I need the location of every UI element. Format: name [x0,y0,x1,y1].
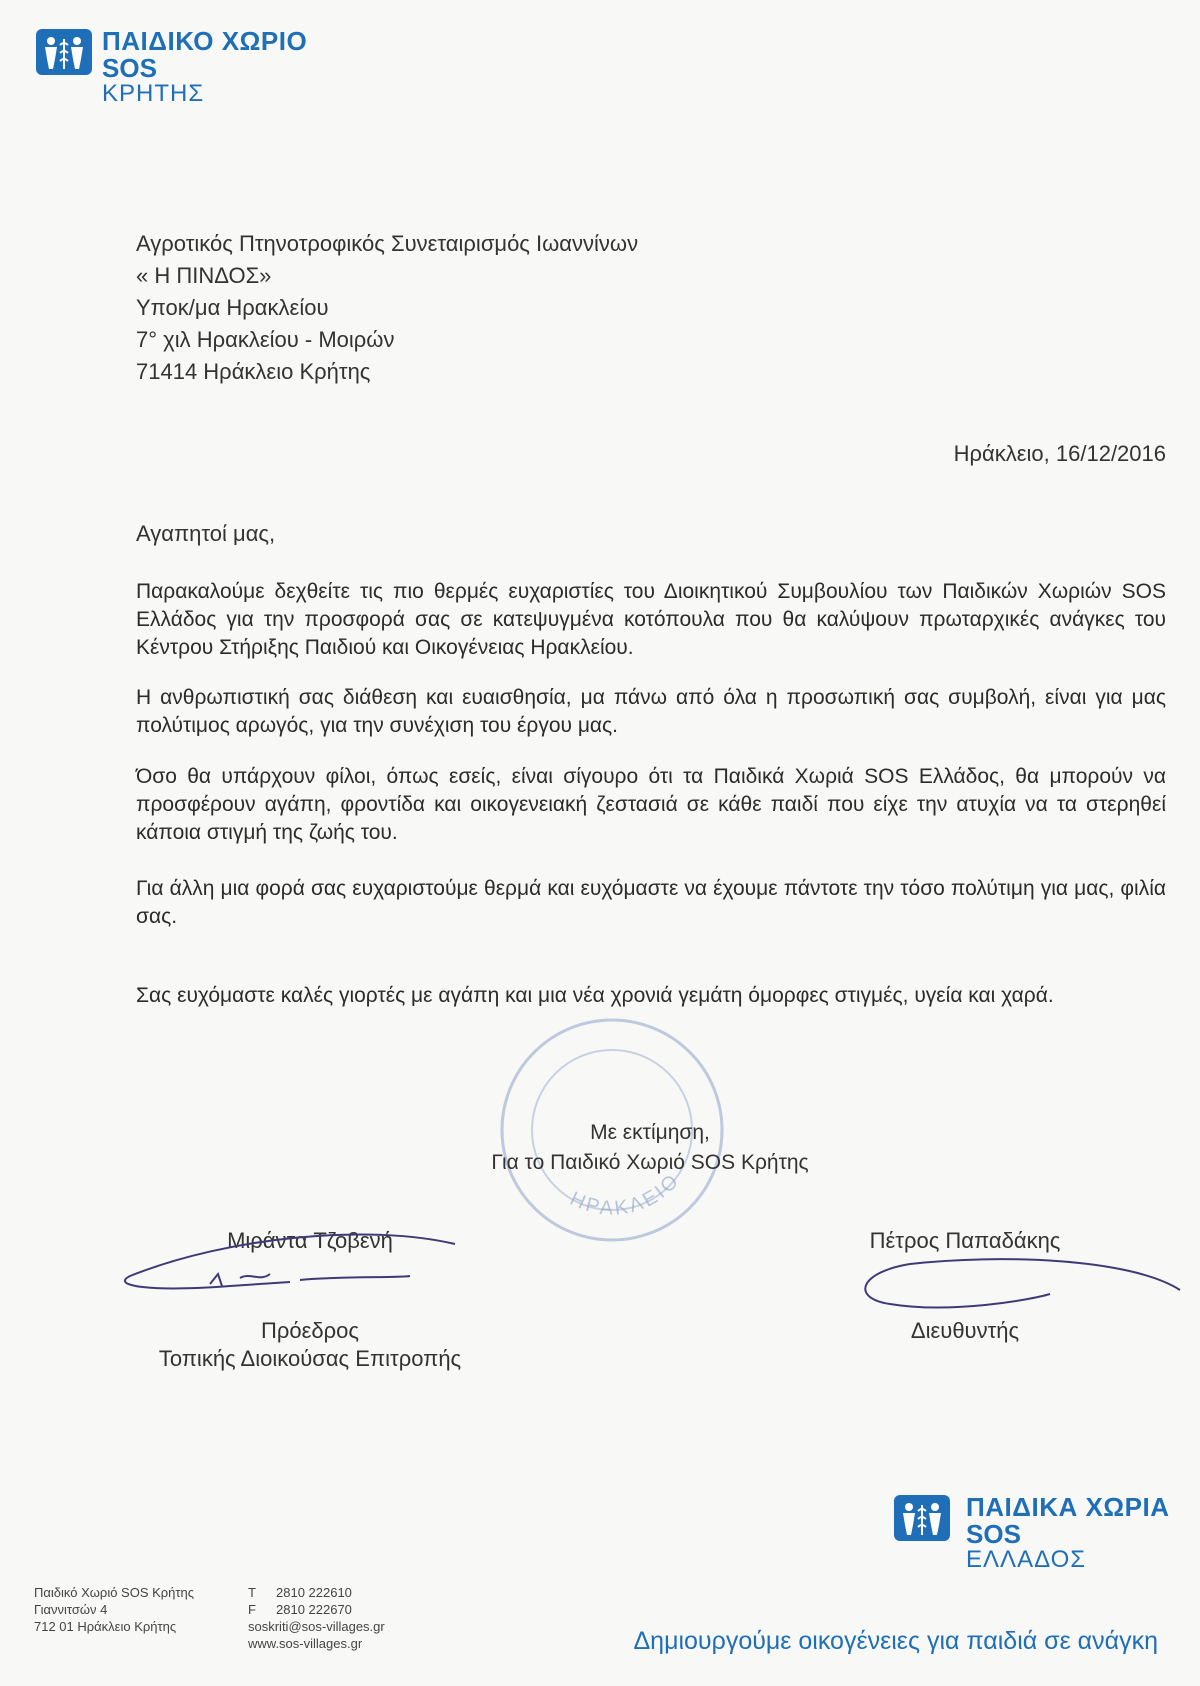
email-link[interactable]: soskriti@sos-villages.gr [248,1619,385,1634]
signatory-name: Μιράντα Τζοβενή [227,1228,393,1253]
footer-fax-row [248,1601,468,1618]
signature-director [850,1238,1190,1328]
recipient-line: 7° χιλ Ηρακλείου - Μοιρών [136,327,395,352]
logo-region: ΚΡΗΤΗΣ [102,80,205,107]
logo-title: ΠΑΙΔΙΚΟ ΧΩΡΙΟ [102,26,308,56]
sos-children-logo-icon [36,29,92,75]
footer-logo [894,1492,1174,1572]
footer-address [34,1584,234,1635]
footer-address-line: Παιδικό Χωριό SOS Κρήτης [34,1585,195,1600]
footer-logo-sos: SOS [966,1519,1021,1549]
fax-number: 2810 222670 [276,1602,352,1617]
recipient-line: 71414 Ηράκλειο Κρήτης [136,359,371,384]
website-link[interactable]: www.sos-villages.gr [248,1636,363,1651]
paragraph: Για άλλη μια φορά σας ευχαριστούμε θερμά και ευχόμαστε να έχουμε πάντοτε την τόσο πολύτιμη για μας, φιλία σας. [136,877,1166,928]
signatory-name: Πέτρος Παπαδάκης [869,1228,1061,1253]
signatory-title: Τοπικής Διοικούσας Επιτροπής [158,1346,462,1371]
recipient-line: Υποκ/μα Ηρακλείου [136,295,329,320]
letter-date: Ηράκλειο, 16/12/2016 [953,441,1166,466]
paragraph: Παρακαλούμε δεχθείτε τις πιο θερμές ευχαριστίες του Διοικητικού Συμβουλίου των Παιδικών Χωριών SOS Ελλάδος για την προσφορά σας σε κατεψυγμένα κοτόπουλα που θα καλύψουν πρωταρχικές ανάγκες του Κέντρου Στήριξης Παιδιού και Οικογένειας Ηρακλείου. [136,580,1166,659]
paragraph: Σας ευχόμαστε καλές γιορτές με αγάπη και μια νέα χρονιά γεμάτη όμορφες στιγμές, υγεία και χαρά. [136,984,1054,1007]
signatory-title: Πρόεδρος [260,1318,360,1343]
recipient-line: Αγροτικός Πτηνοτροφικός Συνεταιρισμός Ιωαννίνων [136,231,639,256]
closing-line: Για το Παιδικό Χωριό SOS Κρήτης [491,1151,809,1174]
footer-phone-row [248,1584,468,1601]
sos-children-logo-icon [894,1495,950,1541]
logo-sos: SOS [102,53,157,83]
paragraph: Όσο θα υπάρχουν φίλοι, όπως εσείς, είναι σίγουρο ότι τα Παιδικά Χωριά SOS Ελλάδος, θα μπορούν να προσφέρουν αγάπη, φροντίδα και οικογενειακή ζεστασιά σε κάθε παιδί που είχε την ατυχία να τα στερηθεί κάποια στιγμή της ζωής του. [136,765,1166,844]
stamp-text: ΗΡΑΚΛΕΙΟ [566,1168,685,1220]
signature-president [110,1216,470,1306]
footer-slogan: Δημιουργούμε οικογένειες για παιδιά σε ανάγκη [633,1627,1158,1655]
salutation: Αγαπητοί μας, [136,521,276,546]
footer-address-line: 712 01 Ηράκλειο Κρήτης [34,1619,177,1634]
closing [400,1118,900,1178]
footer-contact [248,1584,468,1652]
phone-label: T [248,1585,256,1600]
footer-logo-country: ΕΛΛΑΔΟΣ [966,1546,1087,1573]
recipient-line: « Η ΠΙΝΔΟΣ» [136,263,272,288]
closing-line: Με εκτίμηση, [590,1121,710,1144]
signatory-title: Διευθυντής [910,1318,1020,1343]
phone-number: 2810 222610 [276,1585,352,1600]
recipient-address [136,228,836,388]
footer-address-line: Γιαννιτσών 4 [34,1602,108,1617]
paragraph: Η ανθρωπιστική σας διάθεση και ευαισθησία, μα πάνω από όλα η προσωπική σας συμβολή, είναι για μας πολύτιμος αρωγός, για την συνέχιση του έργου μας. [136,686,1166,737]
header-logo [36,26,316,106]
footer-logo-title: ΠΑΙΔΙΚΑ ΧΩΡΙΑ [966,1492,1170,1522]
fax-label: F [248,1602,256,1617]
